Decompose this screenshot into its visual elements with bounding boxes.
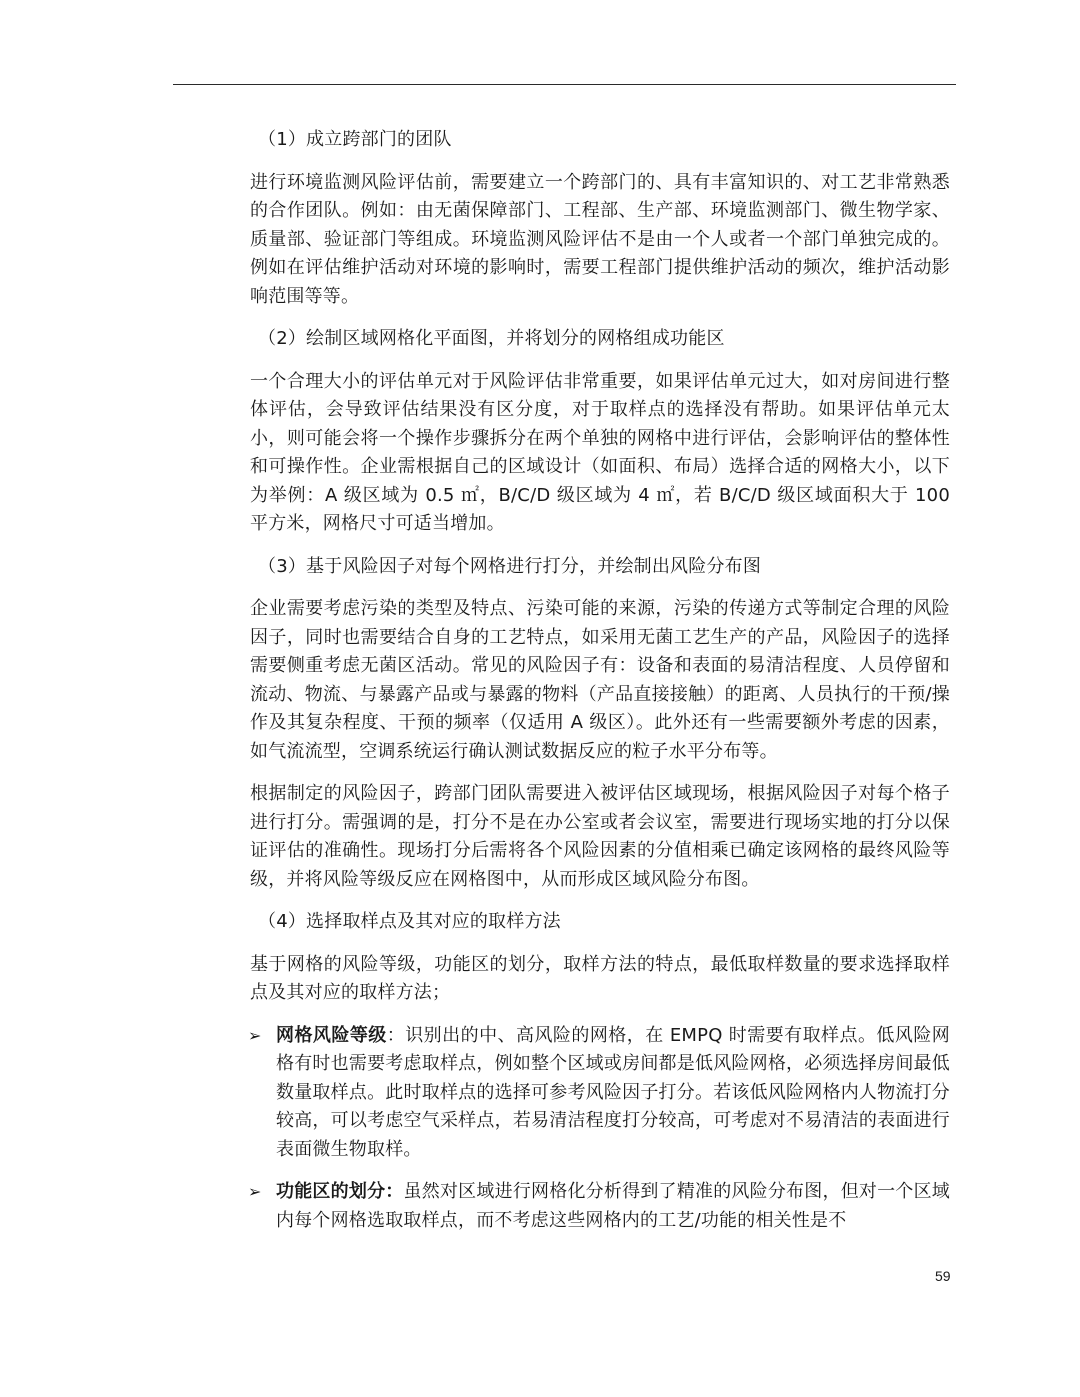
bullet-text: ：识别出的中、高风险的网格，在 EMPQ 时需要有取样点。低风险网格有时也需要考虑取样点，例如整个区域或房间都是低风险网格，必须选择房间最低数量取样点。此时取样点的选择可参考风险因子打分。若该低风险网格内人物流打分较高，可以考虑空气采样点，若易清洁程度打分较高，可考虑对不易清洁的表面进行表面微生物取样。 [276,1024,951,1160]
bullet-functional-zone [250,1178,950,1235]
section-2-heading: （2）绘制区域网格化平面图，并将划分的网格组成功能区 [258,328,725,349]
section-3-paragraph-1: 企业需要考虑污染的类型及特点、污染可能的来源，污染的传递方式等制定合理的风险因子，同时也需要结合自身的工艺特点，如采用无菌工艺生产的产品，风险因子的选择需要侧重考虑无菌区活动。常见的风险因子有：设备和表面的易清洁程度、人员停留和流动、物流、与暴露产品或与暴露的物料（产品直接接触）的距离、人员执行的干预/操作及其复杂程度、干预的频率（仅适用 A 级区）。此外还有一些需要额外考虑的因素，如气流流型，空调系统运行确认测试数据反应的粒子水平分布等。 [250,598,950,762]
section-1-paragraph: 进行环境监测风险评估前，需要建立一个跨部门的、具有丰富知识的、对工艺非常熟悉的合作团队。例如：由无菌保障部门、工程部、生产部、环境监测部门、微生物学家、质量部、验证部门等组成。环境监测风险评估不是由一个人或者一个部门单独完成的。例如在评估维护活动对环境的影响时，需要工程部门提供维护活动的频次，维护活动影响范围等等。 [250,171,950,307]
arrow-bullet-icon: ➢ [248,1182,262,1201]
bullet-text: 虽然对区域进行网格化分析得到了精准的风险分布图，但对一个区域内每个网格选取取样点，而不考虑这些网格内的工艺/功能的相关性是不 [276,1181,950,1231]
page-number: 59 [935,1268,951,1284]
document-body [250,126,950,1249]
bullet-title: 网格风险等级 [276,1024,387,1046]
section-4-paragraph: 基于网格的风险等级，功能区的划分，取样方法的特点，最低取样数量的要求选择取样点及其对应的取样方法； [250,953,950,1003]
bullet-title: 功能区的划分： [276,1181,404,1202]
section-4-heading: （4）选择取样点及其对应的取样方法 [258,911,561,932]
section-1-heading: （1）成立跨部门的团队 [258,129,452,150]
arrow-bullet-icon: ➢ [248,1025,262,1045]
section-3-paragraph-2: 根据制定的风险因子，跨部门团队需要进入被评估区域现场，根据风险因子对每个格子进行打分。需强调的是，打分不是在办公室或者会议室，需要进行现场实地的打分以保证评估的准确性。现场打分后需将各个风险因素的分值相乘已确定该网格的最终风险等级，并将风险等级反应在网格图中，从而形成区域风险分布图。 [250,783,950,890]
header-rule [173,84,956,85]
section-2-paragraph: 一个合理大小的评估单元对于风险评估非常重要，如果评估单元过大，如对房间进行整体评估，会导致评估结果没有区分度，对于取样点的选择没有帮助。如果评估单元太小，则可能会将一个操作步骤拆分在两个单独的网格中进行评估，会影响评估的整体性和可操作性。企业需根据自己的区域设计（如面积、布局）选择合适的网格大小，以下为举例：A 级区域为 0.5 ㎡，B/C/D 级区域为 4 ㎡，若 B/C/D 级区域面积大于 100 平方米，网格尺寸可适当增加。 [250,370,950,534]
section-3-heading: （3）基于风险因子对每个网格进行打分，并绘制出风险分布图 [258,555,762,577]
bullet-grid-risk-level [250,1022,950,1165]
